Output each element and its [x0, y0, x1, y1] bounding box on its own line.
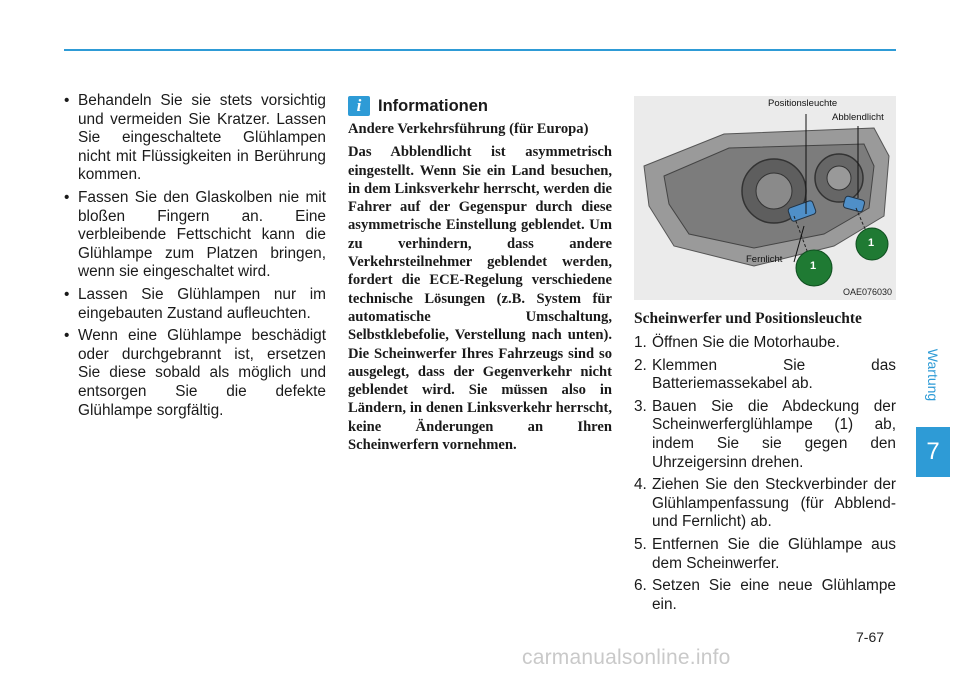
high-beam-label: Fernlicht	[746, 254, 783, 265]
callout-number: 1	[868, 237, 875, 249]
step-text: Entfernen Sie die Glühlampe aus dem Scheinwerfer.	[652, 535, 896, 572]
step-number: 6.	[634, 577, 647, 595]
headlamp-illustration	[634, 96, 896, 300]
bullet-item: • Behandeln Sie sie stets vorsichtig und vermeiden Sie Kratzer. Lassen Sie eingeschaltete Glühlampen nicht mit Flüssigkeiten in Berührung kommen.	[64, 92, 326, 185]
step-number: 3.	[634, 397, 647, 415]
step-number: 5.	[634, 535, 647, 553]
step-text: Öffnen Sie die Motorhaube.	[652, 334, 840, 351]
procedure-step	[634, 476, 896, 532]
info-subtitle: Andere Verkehrsführung (für Europa)	[348, 121, 589, 137]
step-number: 2.	[634, 356, 647, 374]
right-column	[634, 96, 896, 618]
procedure-title: Scheinwerfer und Positionsleuchte	[634, 310, 862, 327]
info-icon: i	[348, 96, 370, 116]
bullet-item: • Fassen Sie den Glaskolben nie mit bloßen Fingern an. Eine verbleibende Fettschicht kann die Glühlampe zum Platzen bringen, wenn sie eingeschaltet wird.	[64, 189, 326, 282]
step-text: Ziehen Sie den Steckverbinder der Glühlampenfassung (für Abblend- und Fernlicht) ab.	[652, 476, 896, 531]
procedure-step	[634, 398, 896, 472]
left-column	[64, 92, 326, 424]
procedure-step	[634, 577, 896, 614]
low-beam-label: Abblendlicht	[832, 112, 884, 123]
info-title: Informationen	[378, 96, 488, 115]
section-label: Wartung	[925, 348, 942, 402]
info-body: Das Abblendlicht ist asymmetrisch eingestellt. Wenn Sie ein Land besuchen, in dem Linksverkehr herrscht, werden die Fahrer auf der Gegenspur durch diese asymmetrische Einstellung geblendet. Um zu verhindern, dass andere Verkehrsteilnehmer geblendet werden, fordert die ECE-Regelung verschiedene technische Lösungen (z.B. System für automatische Umschaltung, Selbstklebefolie, Verstellung nach unten). Die Scheinwerfer Ihres Fahrzeugs sind so ausgelegt, dass der Gegenverkehr nicht geblendet wird. Sie müssen also in Ländern, in denen Linksverkehr herrscht, keine Änderungen an Ihren Scheinwerfern vornehmen.	[348, 144, 612, 454]
procedure-step	[634, 357, 896, 394]
position-light-label: Positionsleuchte	[768, 98, 838, 109]
page-number: 7-67	[856, 629, 885, 645]
bullet-item: • Lassen Sie Glühlampen nur im eingebauten Zustand aufleuchten.	[64, 286, 326, 323]
procedure-step	[634, 536, 896, 573]
watermark: carmanualsonline.info	[522, 646, 731, 669]
info-header	[348, 96, 612, 116]
info-box	[348, 96, 612, 459]
step-number: 4.	[634, 476, 647, 494]
header-rule	[64, 49, 896, 51]
step-text: Klemmen Sie das Batteriemassekabel ab.	[652, 356, 896, 393]
step-text: Setzen Sie eine neue Glühlampe ein.	[652, 577, 896, 613]
bullet-item: • Wenn eine Glühlampe beschädigt oder durchgebrannt ist, ersetzen Sie diese sobald als möglich und entsorgen Sie die defekte Glühlampe sorgfältig.	[64, 327, 326, 420]
headlamp-figure	[634, 96, 896, 300]
procedure-step	[634, 334, 896, 353]
bullet-list	[64, 92, 326, 420]
chapter-number: 7	[916, 427, 950, 477]
callout-number: 1	[810, 260, 817, 272]
step-number: 1.	[634, 334, 647, 351]
figure-code: OAE076030	[842, 287, 892, 297]
procedure-steps	[634, 334, 896, 614]
step-text: Bauen Sie die Abdeckung der Scheinwerferglühlampe (1) ab, indem Sie sie gegen den Uhrzeigersinn drehen.	[652, 397, 896, 471]
